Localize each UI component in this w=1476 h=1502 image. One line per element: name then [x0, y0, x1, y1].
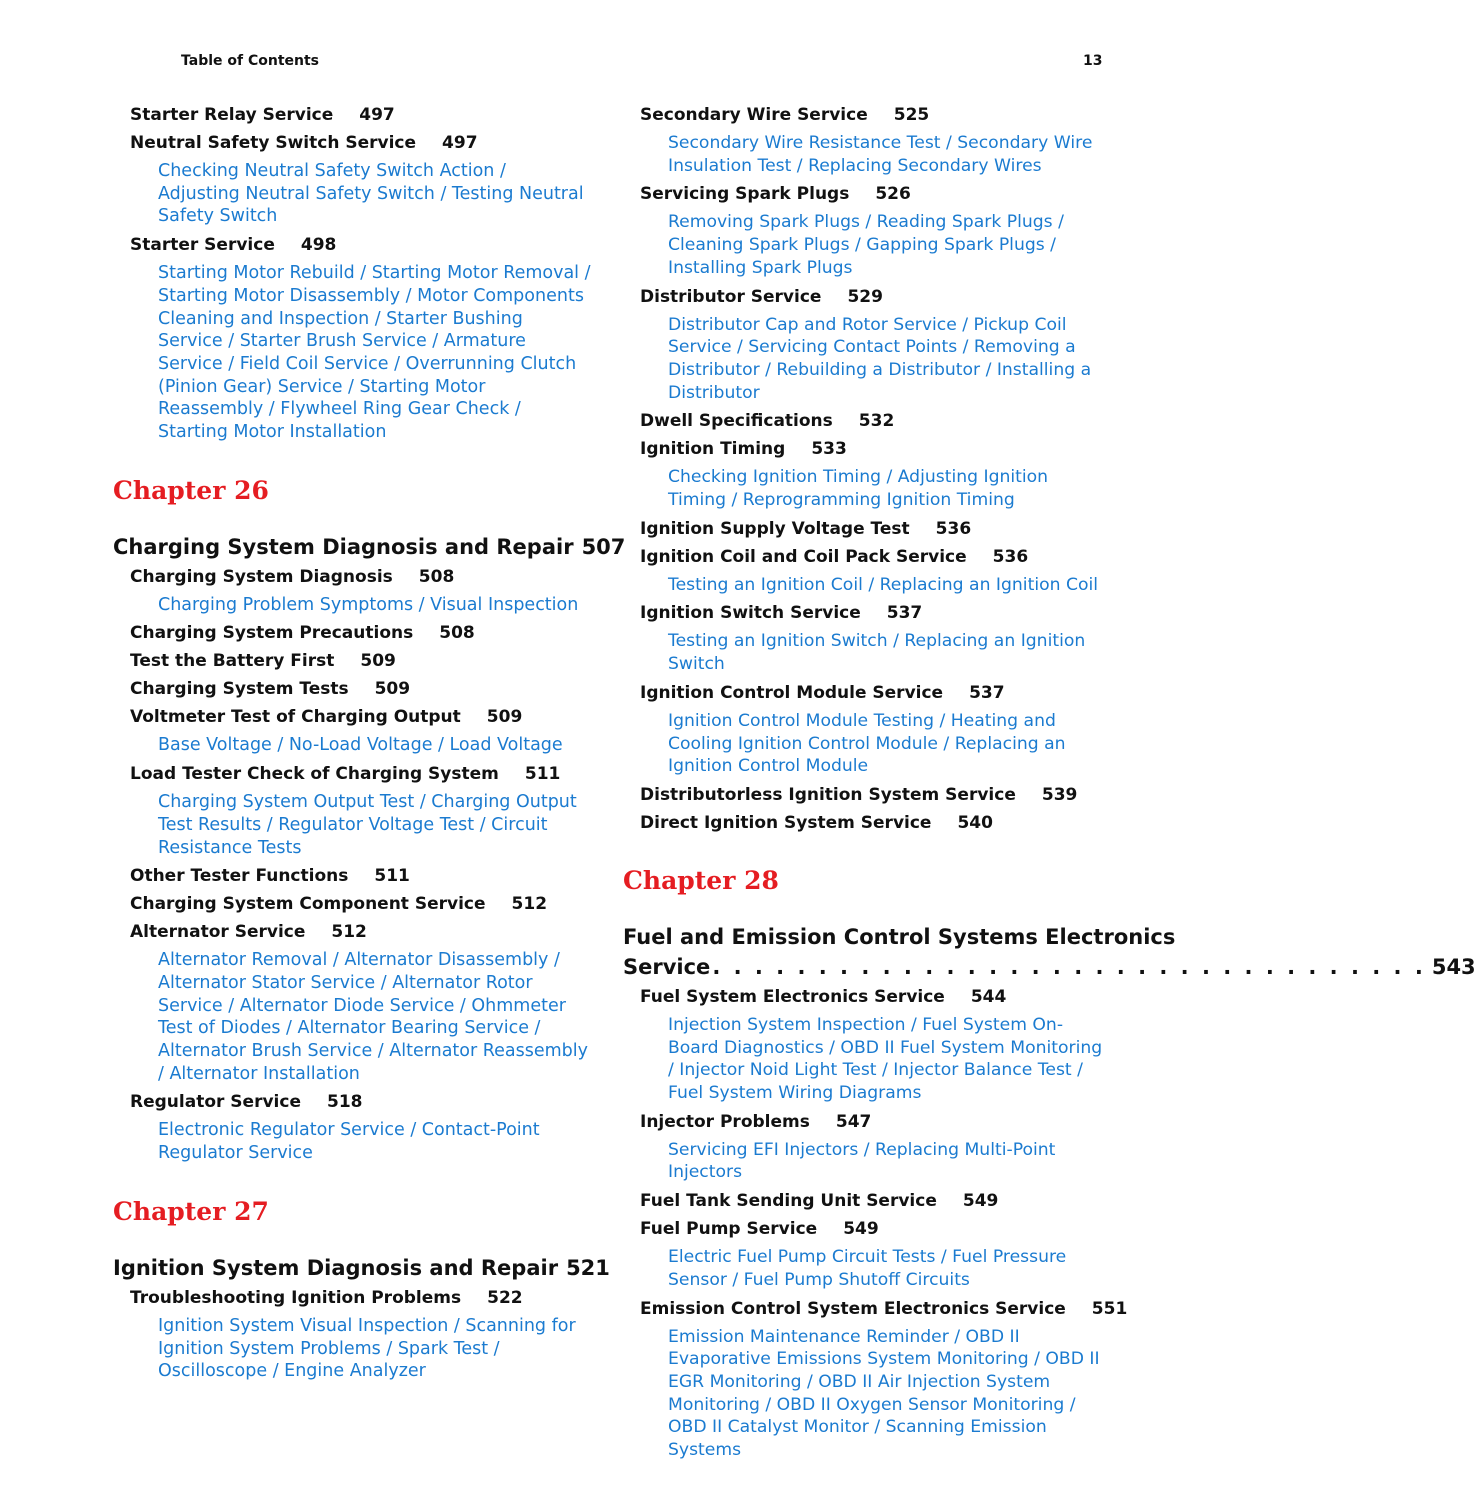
- toc-section[interactable]: Charging System Component Service 512: [130, 894, 548, 915]
- toc-section[interactable]: Test the Battery First 509: [130, 651, 396, 672]
- toc-section[interactable]: Distributorless Ignition System Service 539: [640, 784, 1078, 805]
- toc-page: 497: [359, 105, 395, 125]
- toc-section[interactable]: Emission Control System Electronics Service 551: [640, 1298, 1128, 1319]
- toc-section[interactable]: Alternator Service 512: [130, 922, 367, 943]
- toc-page: 543: [1431, 954, 1476, 979]
- toc-section[interactable]: Distributor Service 529: [640, 286, 883, 307]
- toc-subtopics[interactable]: Injection System Inspection / Fuel System On-Board Diagnostics / OBD II Fuel System Monitoring / Injector Noid Light Test / Injector Balance Test / Fuel System Wiring Diagrams: [668, 1014, 1103, 1104]
- chapter-title[interactable]: Fuel and Emission Control Systems Electronics Service . . . . . . . . . . . . . . . . . . . . . . . . . . . . . . . . . . 543: [623, 922, 1108, 984]
- toc-subtopics[interactable]: Starting Motor Rebuild / Starting Motor Removal / Starting Motor Disassembly / Motor Components Cleaning and Inspection / Starter Bushing Service / Starter Brush Service / Armature Service / Field Coil Service / Overrunning Clutch (Pinion Gear) Service / Starting Motor Reassembly / Flywheel Ring Gear Check / Starting Motor Installation: [158, 263, 591, 443]
- page-number: 13: [1083, 53, 1103, 69]
- toc-subtopics[interactable]: Removing Spark Plugs / Reading Spark Plugs / Cleaning Spark Plugs / Gapping Spark Plugs / Installing Spark Plugs: [668, 212, 1064, 278]
- toc-section[interactable]: Ignition Supply Voltage Test 536: [640, 518, 972, 539]
- toc-page: 507: [581, 534, 626, 559]
- chapter-title[interactable]: Ignition System Diagnosis and Repair 521: [113, 1253, 593, 1285]
- toc-subtopics[interactable]: Distributor Cap and Rotor Service / Pickup Coil Service / Servicing Contact Points / Removing a Distributor / Rebuilding a Distributor / Installing a Distributor: [668, 314, 1092, 403]
- toc-subtopics[interactable]: Ignition System Visual Inspection / Scanning for Ignition System Problems / Spark Test / Oscilloscope / Engine Analyzer: [158, 1315, 576, 1382]
- chapter-heading: Chapter 27: [113, 1196, 269, 1226]
- toc-subtopics[interactable]: Emission Maintenance Reminder / OBD II Evaporative Emissions System Monitoring / OBD II EGR Monitoring / OBD II Air Injection System Monitoring / OBD II Oxygen Sensor Monitoring / OBD II Catalyst Monitor / Scanning Emission Systems: [668, 1326, 1100, 1461]
- toc-section[interactable]: Charging System Diagnosis 508: [130, 566, 455, 587]
- chapter-heading: Chapter 26: [113, 475, 269, 505]
- chapter-title[interactable]: Charging System Diagnosis and Repair 507: [113, 532, 593, 564]
- toc-section[interactable]: Ignition Coil and Coil Pack Service 536: [640, 546, 1029, 567]
- toc-subtopics[interactable]: Electronic Regulator Service / Contact-Point Regulator Service: [158, 1120, 540, 1164]
- toc-section[interactable]: Troubleshooting Ignition Problems 522: [130, 1287, 523, 1308]
- toc-subtopics[interactable]: Charging Problem Symptoms / Visual Inspection: [158, 594, 579, 615]
- running-header-title: Table of Contents: [181, 53, 320, 69]
- toc-subtopics[interactable]: Servicing EFI Injectors / Replacing Multi-Point Injectors: [668, 1139, 1056, 1183]
- toc-section[interactable]: Ignition Timing 533: [640, 439, 847, 460]
- toc-subtopics[interactable]: Ignition Control Module Testing / Heating and Cooling Ignition Control Module / Replacing an Ignition Control Module: [668, 710, 1066, 777]
- toc-page: 497: [442, 133, 478, 153]
- toc-section[interactable]: Ignition Switch Service 537: [640, 603, 923, 624]
- toc-subtopics[interactable]: Testing an Ignition Switch / Replacing an Ignition Switch: [668, 631, 1086, 675]
- toc-section[interactable]: Charging System Tests 509: [130, 679, 411, 700]
- toc-section[interactable]: Charging System Precautions 508: [130, 623, 475, 644]
- toc-section[interactable]: Other Tester Functions 511: [130, 866, 410, 887]
- toc-left-column: [113, 102, 626, 1387]
- toc-right-column: [623, 102, 1476, 1466]
- toc-page: 521: [566, 1255, 610, 1280]
- toc-subtopics[interactable]: Checking Ignition Timing / Adjusting Ignition Timing / Reprogramming Ignition Timing: [668, 467, 1049, 511]
- toc-section[interactable]: Ignition Control Module Service 537: [640, 682, 1005, 703]
- toc-subtopics[interactable]: Testing an Ignition Coil / Replacing an Ignition Coil: [668, 574, 1099, 595]
- toc-page: 498: [300, 235, 337, 256]
- toc-section[interactable]: Secondary Wire Service 525: [640, 105, 930, 125]
- toc-section[interactable]: Fuel Tank Sending Unit Service 549: [640, 1191, 999, 1212]
- toc-subtopics[interactable]: Electric Fuel Pump Circuit Tests / Fuel Pressure Sensor / Fuel Pump Shutoff Circuits: [668, 1247, 1067, 1290]
- toc-section[interactable]: Fuel Pump Service 549: [640, 1219, 879, 1240]
- toc-section[interactable]: Injector Problems 547: [640, 1111, 872, 1132]
- toc-subtopics[interactable]: Alternator Removal / Alternator Disassembly / Alternator Stator Service / Alternator Rotor Service / Alternator Diode Service / Ohmmeter Test of Diodes / Alternator Bearing Service / Alternator Brush Service / Alternator Reassembly / Alternator Installation: [158, 950, 588, 1084]
- toc-group: [113, 102, 593, 448]
- toc-section[interactable]: Servicing Spark Plugs 526: [640, 184, 911, 205]
- toc-section[interactable]: Load Tester Check of Charging System 511: [130, 764, 561, 785]
- toc-subtopics[interactable]: Checking Neutral Safety Switch Action / Adjusting Neutral Safety Switch / Testing Neutral Safety Switch: [158, 161, 584, 227]
- toc-subtopics[interactable]: Charging System Output Test / Charging Output Test Results / Regulator Voltage Test / Circuit Resistance Tests: [158, 792, 577, 858]
- toc-section[interactable]: Voltmeter Test of Charging Output 509: [130, 707, 523, 728]
- toc-section[interactable]: Direct Ignition System Service 540: [640, 812, 993, 833]
- toc-section[interactable]: Starter Service 498: [130, 235, 337, 256]
- toc-section[interactable]: Regulator Service 518: [130, 1092, 363, 1113]
- toc-section[interactable]: Dwell Specifications 532: [640, 411, 895, 432]
- toc-subtopics[interactable]: Secondary Wire Resistance Test / Secondary Wire Insulation Test / Replacing Secondary Wires: [668, 133, 1093, 176]
- toc-section[interactable]: Fuel System Electronics Service 544: [640, 986, 1007, 1007]
- toc-section[interactable]: Neutral Safety Switch Service 497: [130, 133, 478, 153]
- toc-subtopics[interactable]: Base Voltage / No-Load Voltage / Load Voltage: [158, 735, 563, 756]
- toc-section[interactable]: Starter Relay Service 497: [130, 105, 395, 125]
- chapter-heading: Chapter 28: [623, 865, 779, 895]
